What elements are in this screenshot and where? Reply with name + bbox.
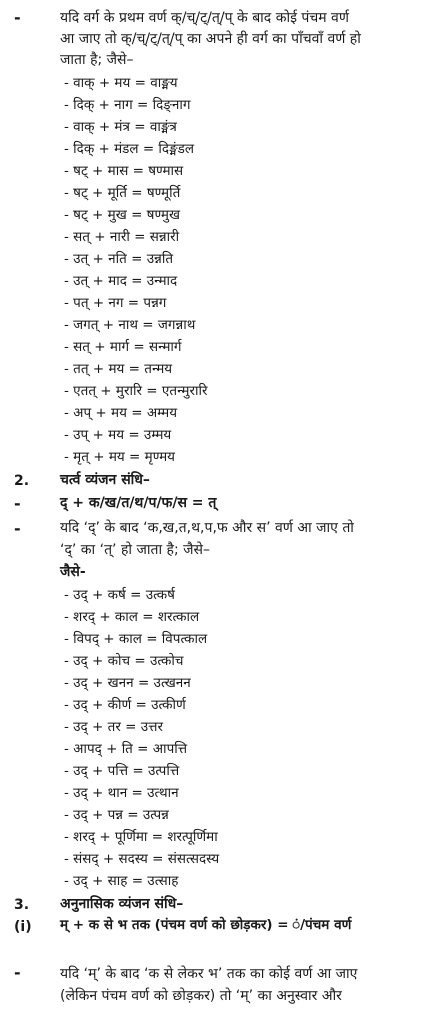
example-item: - शरद् + काल = शरत्काल [64, 609, 200, 625]
desc-line-2: ‘द्’ का ‘त्’ हो जाता है; जैसे– [60, 542, 210, 558]
intro-line-1: यदि वर्ग के प्रथम वर्ण क्/च्/ट्/त्/प् के बाद कोई पंचम वर्ण [60, 10, 349, 26]
jaise-label: जैसे- [60, 564, 86, 580]
example-item: - संसद् + सदस्य = संसत्सदस्य [64, 851, 220, 867]
example-item: - तत् + मय = तन्मय [64, 361, 173, 377]
example-item: - उत् + नति = उन्नति [64, 251, 174, 267]
rule-formula: द् + क/ख/त/थ/प/फ/स = त् [60, 495, 217, 511]
example-item: - षट् + मुख = षण्मुख [64, 207, 181, 223]
example-item: - उप् + मय = उम्मय [64, 427, 172, 443]
example-item: - उद् + कीर्ण = उत्कीर्ण [64, 697, 186, 713]
example-item: - वाक् + मंत्र = वाङ्मंत्र [64, 119, 177, 135]
example-item: - दिक् + मंडल = दिङ्मंडल [64, 141, 195, 157]
section-number: 3. [14, 897, 30, 913]
example-item: - शरद् + पूर्णिमा = शरत्पूर्णिमा [64, 829, 218, 845]
example-item: - षट् + मूर्ति = षण्मूर्ति [64, 185, 181, 201]
example-item: - दिक् + नाग = दिङ्नाग [64, 97, 191, 113]
example-item: - उद् + पत्ति = उत्पत्ति [64, 763, 180, 779]
bullet-dash: - [14, 494, 21, 513]
example-item: - उद् + थान = उत्थान [64, 785, 179, 801]
example-item: - षट् + मास = षण्मास [64, 163, 184, 179]
example-item: - अप् + मय = अम्मय [64, 405, 178, 421]
rule-formula: म् + क से भ तक (पंचम वर्ण को छोड़कर) = ं/पंचम वर्ण [60, 917, 352, 933]
example-item: - उद् + कर्ष = उत्कर्ष [64, 587, 175, 603]
section-title: चर्त्व व्यंजन संधि– [60, 472, 150, 488]
example-item: - उद् + तर = उत्तर [64, 719, 163, 735]
example-item: - उद् + खनन = उत्खनन [64, 675, 191, 691]
example-item: - वाक् + मय = वाङ्मय [64, 75, 178, 91]
desc-line-1: यदि ‘द्’ के बाद ‘क,ख,त,थ,प,फ और स’ वर्ण आ जाए तो [60, 520, 354, 536]
intro-line-3: जाता है; जैसे– [60, 52, 134, 68]
bullet-dash: - [14, 8, 21, 27]
example-item: - विपद् + काल = विपत्काल [64, 631, 208, 647]
intro-line-2: आ जाए तो क्/च्/ट्/त्/प् का अपने ही वर्ग का पाँचवाँ वर्ण हो [60, 31, 361, 47]
example-item: - मृत् + मय = मृण्मय [64, 449, 176, 465]
desc-line-1: यदि ‘म्’ के बाद ‘क से लेकर भ’ तक का कोई वर्ण आ जाए [60, 966, 358, 982]
section-title: अनुनासिक व्यंजन संधि– [60, 896, 184, 912]
example-item: - जगत् + नाथ = जगन्नाथ [64, 317, 196, 333]
subsection-number: (i) [14, 919, 32, 935]
example-item: - उद् + साह = उत्साह [64, 873, 179, 889]
example-item: - उद् + पन्न = उत्पन्न [64, 807, 169, 823]
example-item: - सत् + मार्ग = सन्मार्ग [64, 339, 182, 355]
example-item: - उद् + कोच = उत्कोच [64, 653, 184, 669]
desc-line-2: (लेकिन पंचम वर्ण को छोड़कर) तो ‘म्’ का अनुस्वार और [60, 988, 342, 1004]
section-number: 2. [14, 473, 30, 489]
example-item: - सत् + नारी = सन्नारी [64, 229, 180, 245]
example-item: - आपद् + ति = आपत्ति [64, 741, 188, 757]
example-item: - पत् + नग = पन्नग [64, 295, 167, 311]
example-item: - एतत् + मुरारि = एतन्मुरारि [64, 383, 208, 399]
example-item: - उत् + माद = उन्माद [64, 273, 178, 289]
bullet-dash: - [14, 963, 21, 982]
bullet-dash: - [14, 519, 21, 538]
